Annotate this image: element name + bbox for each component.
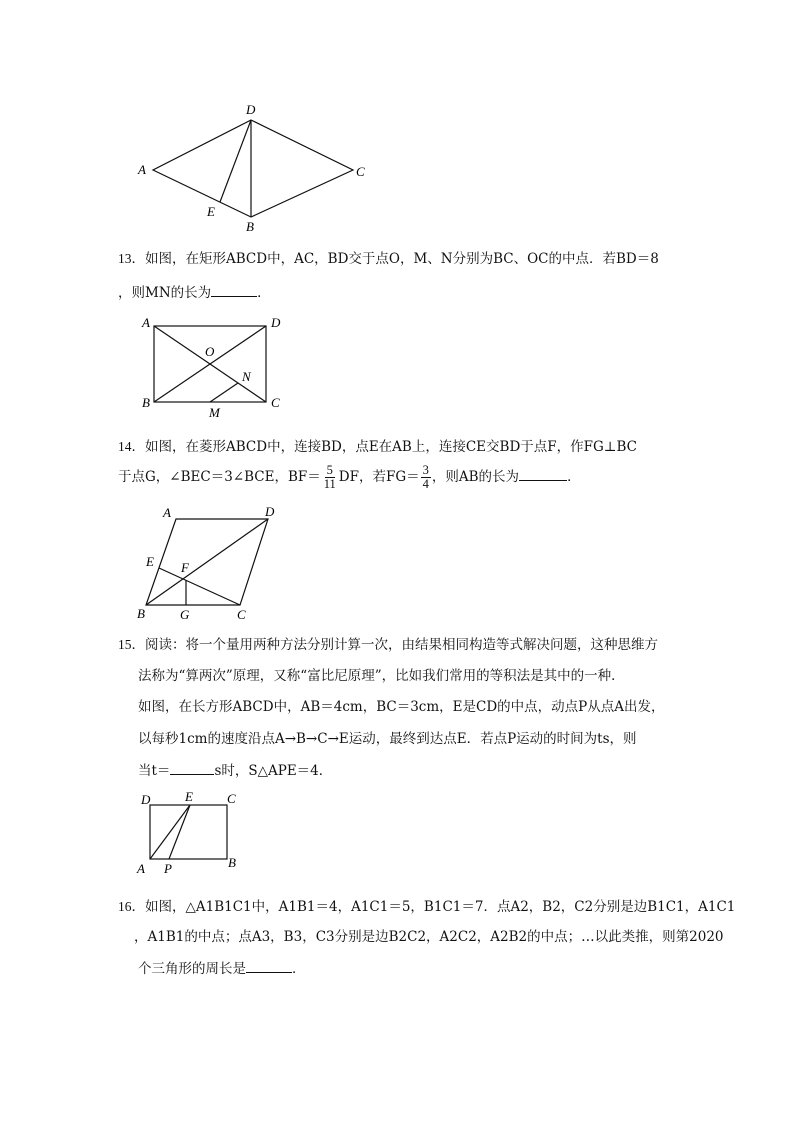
question-text: 如图，在菱形ABCD中，连接BD，点E在AB上，连接CE交BD于点F，作FG⊥BC (145, 439, 637, 455)
question-text: 如图，△A1B1C1中，A1B1＝4，A1C1＝5，B1C1＝7．点A2，B2，C2分别是边B1C1，A1C1 (145, 899, 736, 915)
question-number: 13． (118, 251, 145, 266)
question-text: 如图，在长方形ABCD中，AB＝4cm，BC＝3cm，E是CD的中点，动点P从点A出发， (138, 699, 665, 715)
question-text: ． (257, 285, 271, 301)
label-m: M (209, 405, 220, 420)
label-e: E (185, 789, 193, 804)
label-c: C (356, 164, 365, 179)
question-number: 14． (118, 439, 145, 454)
segment-pe (169, 805, 190, 859)
question-text: ，则MN的长为 (118, 285, 212, 301)
label-a: A (142, 315, 150, 330)
question-text: 阅读：将一个量用两种方法分别计算一次，由结果相同构造等式解决问题，这种思维方 (145, 637, 658, 653)
label-n: N (242, 369, 251, 384)
label-c: C (271, 395, 280, 410)
label-o: O (205, 344, 215, 359)
question-text: 如图，在矩形ABCD中，AC，BD交于点O，M、N分别为BC、OC的中点．若BD＝8 (145, 251, 659, 267)
question-text: 以每秒1cm的速度沿点A→B→C→E运动，最终到达点E．若点P运动的时间为ts，则 (138, 731, 637, 747)
label-d: D (141, 792, 151, 807)
question-text: 法称为“算两次”原理，又称“富比尼原理”，比如我们常用的等积法是其中的一种． (138, 668, 625, 684)
label-e: E (146, 554, 154, 569)
question-text: 于点G，∠BEC＝3∠BCE，BF＝ (118, 469, 321, 485)
question-text: ，则AB的长为 (431, 469, 520, 485)
question-16-line3 (138, 960, 306, 978)
label-f: F (181, 560, 189, 575)
question-text: ． (567, 469, 581, 485)
label-b: B (228, 855, 236, 870)
label-d: D (246, 102, 256, 117)
rectangle-outline (150, 805, 227, 859)
question-text: 当t＝ (138, 763, 171, 779)
question-text: DF，若FG＝ (338, 469, 420, 485)
label-d: D (271, 315, 281, 330)
question-16-line2 (134, 929, 724, 946)
question-number: 15． (118, 637, 145, 652)
question-text: ，A1B1的中点；点A3，B3，C3分别是边B2C2，A2C2，A2B2的中点；…以此类推，则第2020 (134, 929, 724, 945)
fraction-3-4: $\frac{3}{4}$ (422, 463, 429, 491)
label-d: D (265, 504, 275, 519)
question-text: ． (292, 961, 306, 977)
label-a: A (137, 861, 145, 876)
label-c: C (237, 607, 246, 622)
question-text: 个三角形的周长是 (138, 961, 246, 977)
label-b: B (142, 395, 150, 410)
segment-ae (150, 805, 190, 859)
label-g: G (180, 607, 190, 622)
label-b: B (137, 606, 145, 621)
label-b: B (246, 219, 254, 234)
label-c: C (227, 791, 236, 806)
question-number: 16． (118, 899, 145, 914)
label-p: P (164, 861, 172, 876)
label-e: E (207, 204, 215, 219)
question-text: s时，S△APE＝4． (214, 763, 333, 779)
label-a: A (163, 505, 171, 520)
fraction-5-11: $\frac{5}{11}$ (323, 463, 336, 491)
label-a: A (138, 162, 146, 177)
question-16-line1 (118, 898, 735, 916)
answer-blank[interactable] (246, 960, 292, 973)
